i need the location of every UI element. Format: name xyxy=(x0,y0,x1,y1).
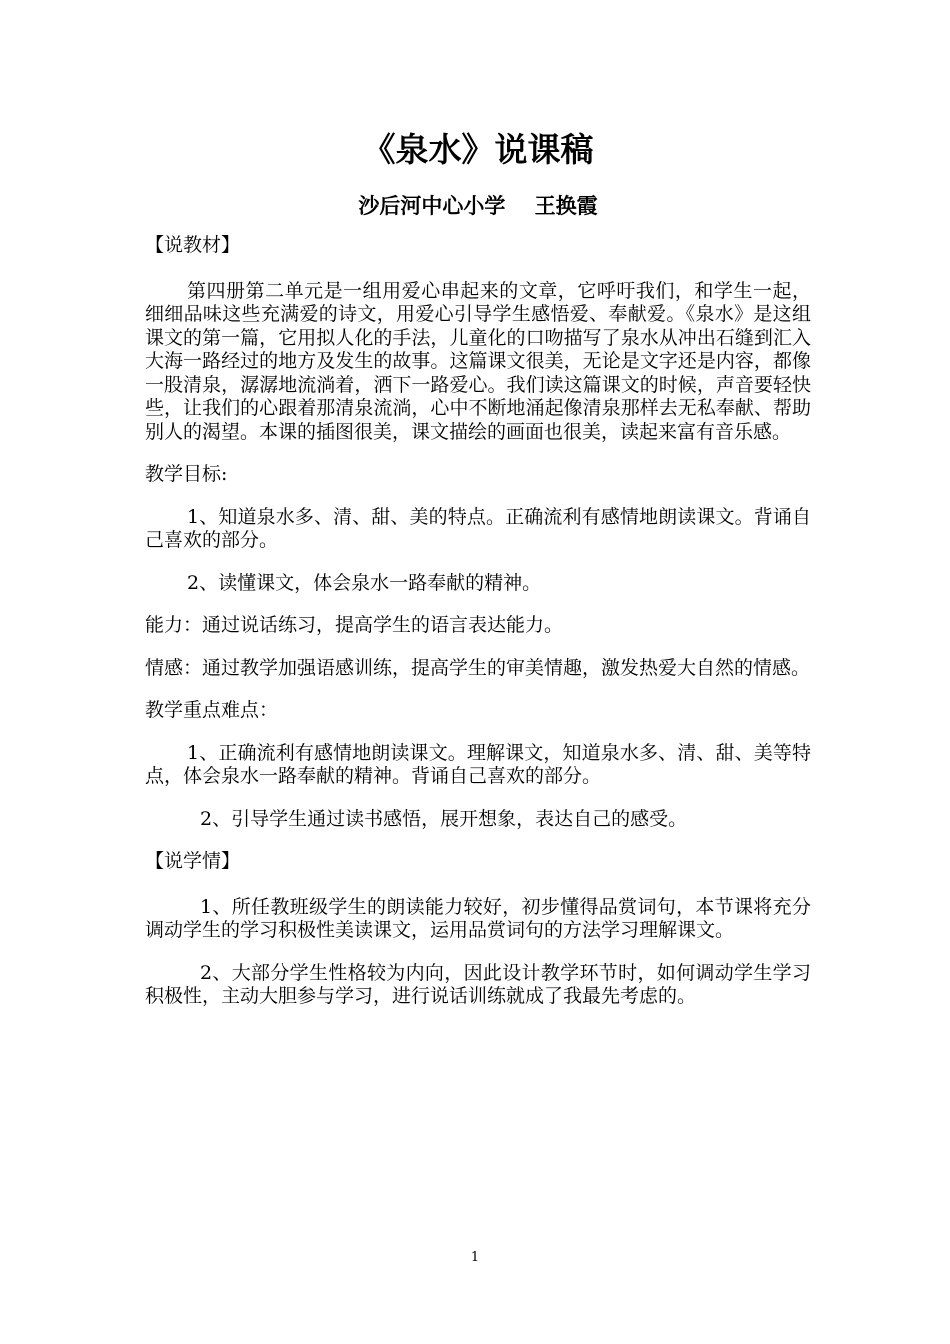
document-title: 《泉水》说课稿 xyxy=(362,130,594,169)
document-body xyxy=(145,126,811,1028)
key-points-label: 教学重点难点： xyxy=(145,699,279,721)
page-number: 1 xyxy=(470,1250,480,1265)
emotion-goal: 情感：通过教学加强语感训练，提高学生的审美情趣，激发热爱大自然的情感。 xyxy=(145,656,811,679)
paragraph-textbook-intro: 第四册第二单元是一组用爱心串起来的文章，它呼吁我们，和学生一起，细细品味这些充满爱的诗文，用爱心引导学生感悟爱、奉献爱。《泉水》是这组课文的第一篇，它用拟人化的手法，儿童化的口吻描写了泉水从冲出石缝到汇入大海一路经过的地方及发生的故事。这篇课文很美，无论是文字还是内容，都像一股清泉，潺潺地流淌着，洒下一路爱心。我们读这篇课文的时候，声音要轻快些，让我们的心跟着那清泉流淌，心中不断地涌起像清泉那样去无私奉献、帮助别人的渴望。本课的插图很美，课文描绘的画面也很美，读起来富有音乐感。 xyxy=(145,279,811,443)
section-heading-textbook: 【说教材】 xyxy=(145,234,241,256)
section-heading-students: 【说学情】 xyxy=(145,850,241,872)
goal-item-2: 2、读懂课文，体会泉水一路奉献的精神。 xyxy=(187,571,542,594)
students-item-1: 1、所任教班级学生的朗读能力较好，初步懂得品赏词句，本节课将充分调动学生的学习积极性美读课文，运用品赏词句的方法学习理解课文。 xyxy=(145,895,811,941)
ability-goal: 能力：通过说话练习，提高学生的语言表达能力。 xyxy=(145,614,564,636)
key-point-1: 1、正确流利有感情地朗读课文。理解课文，知道泉水多、清、甜、美等特点，体会泉水一路奉献的精神。背诵自己喜欢的部分。 xyxy=(145,741,811,787)
author-line: 沙后河中心小学 王换霞 xyxy=(358,194,598,218)
key-point-2: 2、引导学生通过读书感悟，展开想象，表达自己的感受。 xyxy=(200,807,688,830)
teaching-goals-label: 教学目标: xyxy=(145,463,228,485)
students-item-2: 2、大部分学生性格较为内向，因此设计教学环节时，如何调动学生学习积极性，主动大胆参与学习，进行说话训练就成了我最先考虑的。 xyxy=(145,961,811,1007)
goal-item-1: 1、知道泉水多、清、甜、美的特点。正确流利有感情地朗读课文。背诵自己喜欢的部分。 xyxy=(145,505,811,551)
